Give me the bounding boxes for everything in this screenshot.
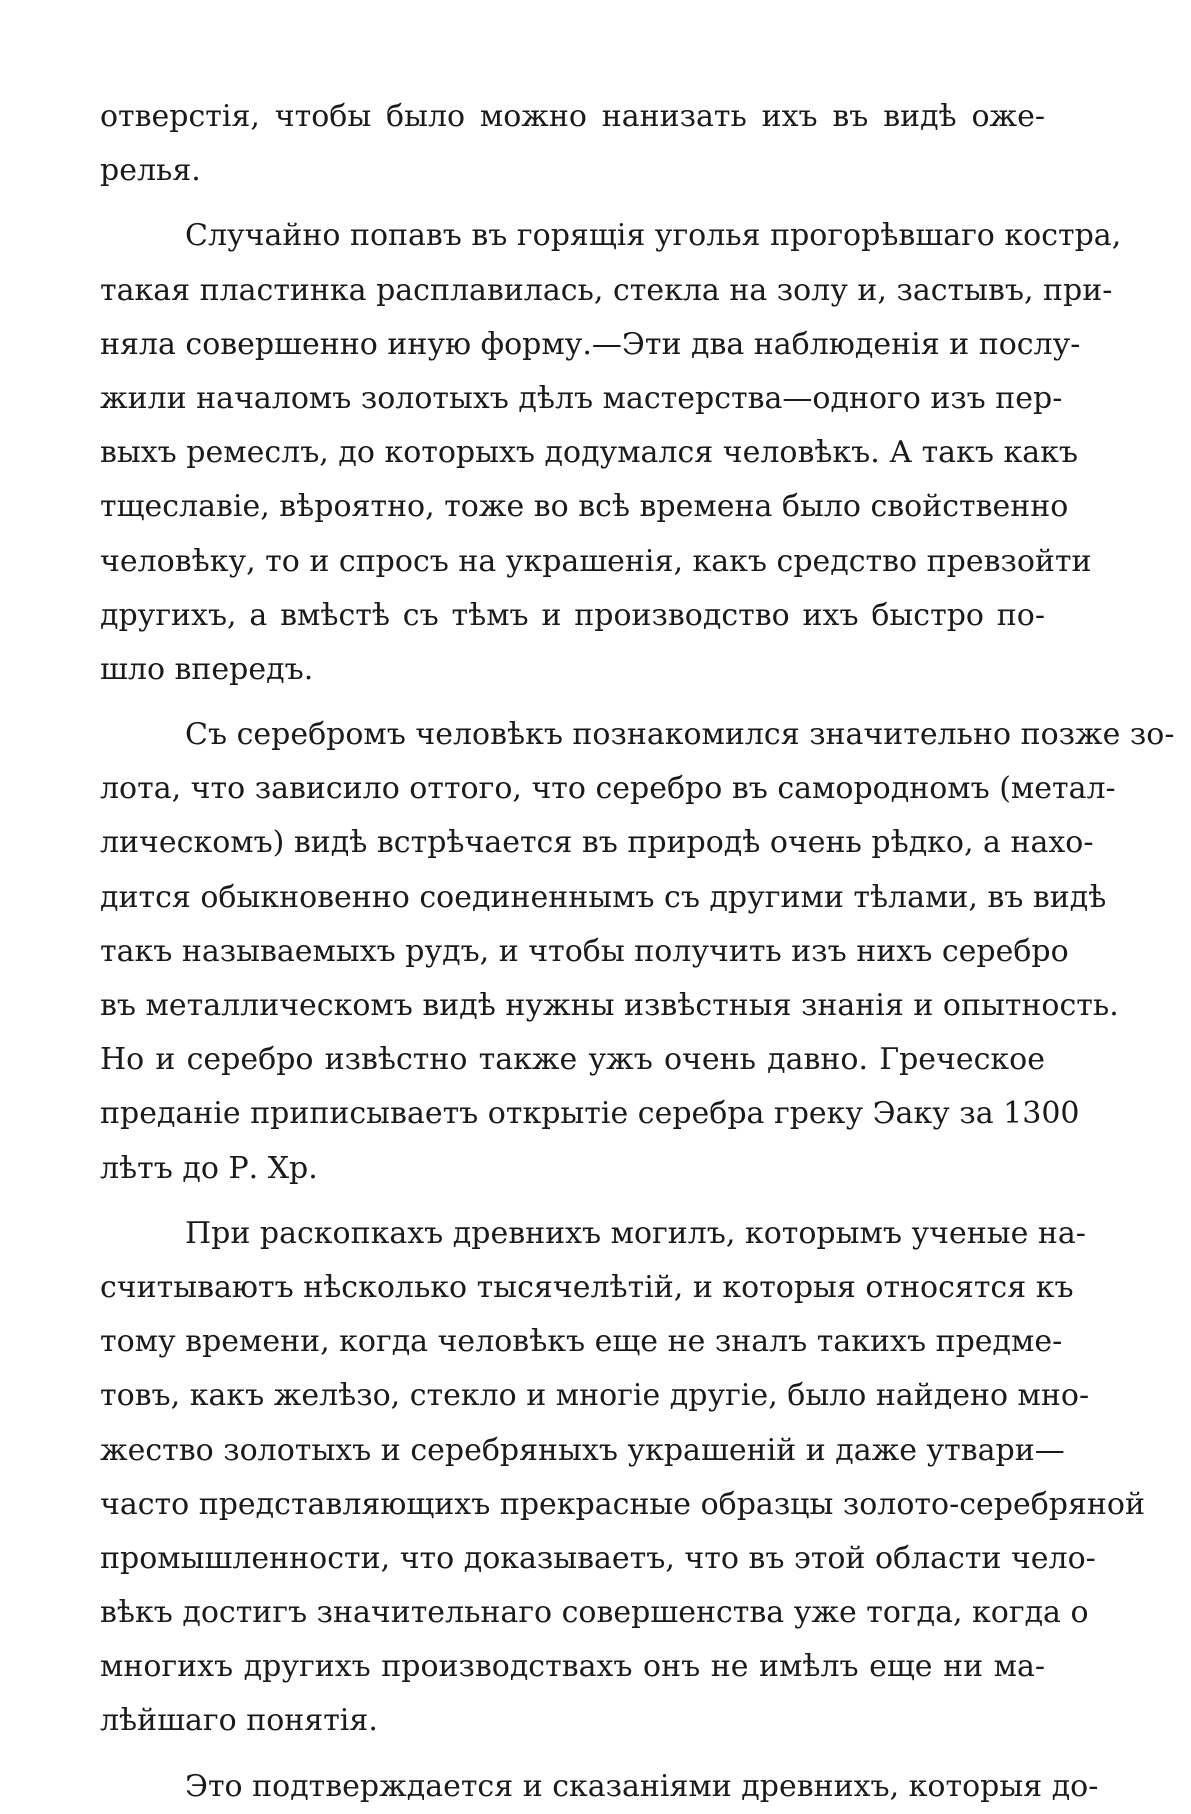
text-line: лическомъ) видѣ встрѣчается въ природѣ очень рѣдко, а нахо- [100,825,1094,861]
text-line: жество золотыхъ и серебряныхъ украшеній и даже утвари— [100,1432,1065,1468]
text-line: товъ, какъ желѣзо, стекло и многіе другіе, было найдено мно- [100,1378,1090,1414]
text-line: многихъ другихъ производствахъ онъ не имѣлъ еще ни ма- [100,1649,1045,1685]
text-line: тщеславіе, вѣроятно, тоже во всѣ времена было свойственно [100,489,1069,525]
text-line: Съ серебромъ человѣкъ познакомился значительно позже зо- [185,717,1175,753]
text-line: тому времени, когда человѣкъ еще не зналъ такихъ предме- [100,1324,1063,1360]
text-line: Случайно попавъ въ горящія уголья прогорѣвшаго костра, [185,218,1122,254]
text-line: такъ называемыхъ рудъ, и чтобы получить изъ нихъ серебро [100,933,1069,969]
text-line: лѣтъ до Р. Хр. [100,1150,318,1186]
paragraph-gap [100,1196,1045,1207]
text-line: релья. [100,153,201,189]
text-line: въ металлическомъ видѣ нужны извѣстныя знанія и опытность. [100,988,1119,1023]
paragraph-gap [100,697,1045,708]
text-line: шло впередъ. [100,651,314,687]
text-line: человѣку, то и спросъ на украшенія, какъ средство превзойти [100,543,1092,579]
paragraph-gap [100,198,1045,209]
text-line: отверстія, чтобы было можно нанизать ихъ въ видѣ оже- [100,99,1045,134]
text-line: няла совершенно иную форму.—Эти два наблюденія и послу- [100,326,1081,362]
text-line: такая пластинка расплавилась, стекла на золу и, застывъ, при- [100,272,1113,308]
text-line: промышленности, что доказываетъ, что въ этой области чело- [100,1540,1096,1576]
text-line: лота, что зависило оттого, что серебро въ самородномъ (метал- [100,771,1116,807]
text-line: другихъ, а вмѣстѣ съ тѣмъ и производство ихъ быстро по- [100,597,1045,633]
text-line: преданіе приписываетъ открытіе серебра греку Эаку за 1300 [100,1096,1080,1132]
text-line: жили началомъ золотыхъ дѣлъ мастерства—одного изъ пер- [100,380,1063,416]
text-line: часто представляющихъ прекрасные образцы золото-серебряной [100,1486,1145,1522]
text-line: выхъ ремеслъ, до которыхъ додумался человѣкъ. А такъ какъ [100,435,1078,471]
text-line: При раскопкахъ древнихъ могилъ, которымъ ученые на- [185,1215,1086,1251]
paragraph-gap [100,1749,1045,1760]
text-line: лѣйшаго понятія. [100,1703,378,1739]
text-line: Но и серебро извѣстно также ужъ очень давно. Греческое [100,1042,1045,1078]
text-line: вѣкъ достигъ значительнаго совершенства уже тогда, когда о [100,1595,1089,1631]
text-line: дится обыкновенно соединеннымъ съ другими тѣлами, въ видѣ [100,879,1107,915]
body-text [100,90,1175,1814]
text-line: считываютъ нѣсколько тысячелѣтій, и которыя относятся къ [100,1269,1074,1305]
text-line: Это подтверждается и сказаніями древнихъ, которыя до- [185,1768,1099,1804]
